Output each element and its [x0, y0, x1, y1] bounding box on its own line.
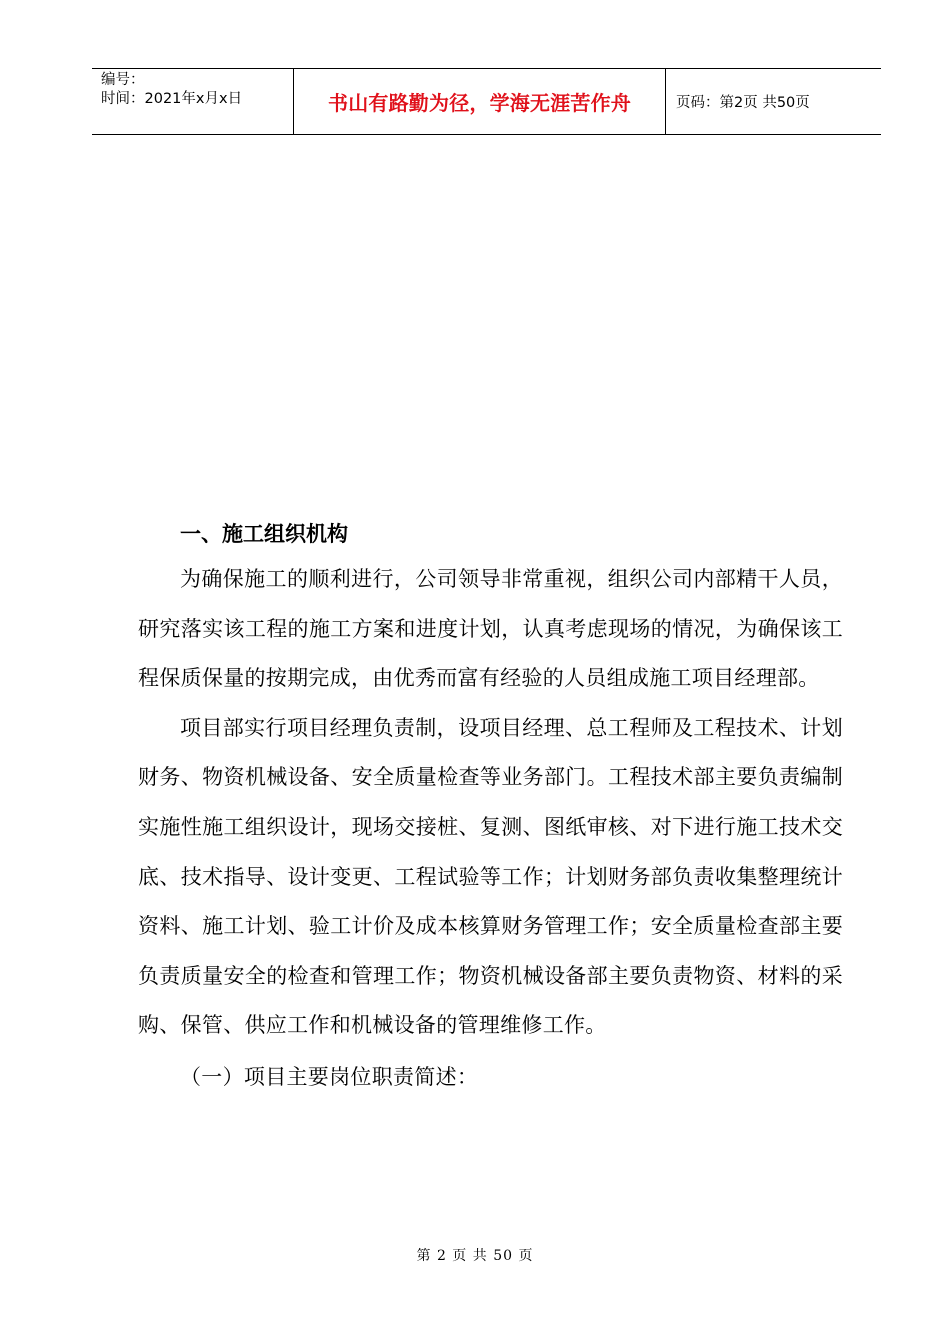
header-info-cell [92, 69, 293, 134]
time-label: 时间：2021年x月x日 [101, 91, 243, 107]
serial-label: 编号： [101, 72, 145, 88]
header-page-code: 页码：第2页 共50页 [676, 95, 810, 111]
page-footer: 第 2 页 共 50 页 [416, 1248, 534, 1264]
sub-heading: （一）项目主要岗位职责简述： [180, 1064, 479, 1089]
document-body [138, 513, 843, 1103]
body-paragraph: 项目部实行项目经理负责制，设项目经理、总工程师及工程技术、计划财务、物资机械设备、安全质量检查等业务部门。工程技术部主要负责编制实施性施工组织设计，现场交接桩、复测、图纸审核、对下进行施工技术交底、技术指导、设计变更、工程试验等工作；计划财务部负责收集整理统计资料、施工计划、验工计价及成本核算财务管理工作；安全质量检查部主要负责质量安全的检查和管理工作；物资机械设备部主要负责物资、材料的采购、保管、供应工作和机械设备的管理维修工作。 [138, 715, 843, 1038]
section-heading: 一、施工组织机构 [180, 522, 348, 546]
body-paragraph: 为确保施工的顺利进行，公司领导非常重视，组织公司内部精干人员，研究落实该工程的施工方案和进度计划，认真考虑现场的情况，为确保该工程保质保量的按期完成，由优秀而富有经验的人员组成施工项目经理部。 [138, 567, 843, 691]
header-motto: 书山有路勤为径，学海无涯苦作舟 [293, 69, 666, 134]
page-header [92, 68, 881, 135]
